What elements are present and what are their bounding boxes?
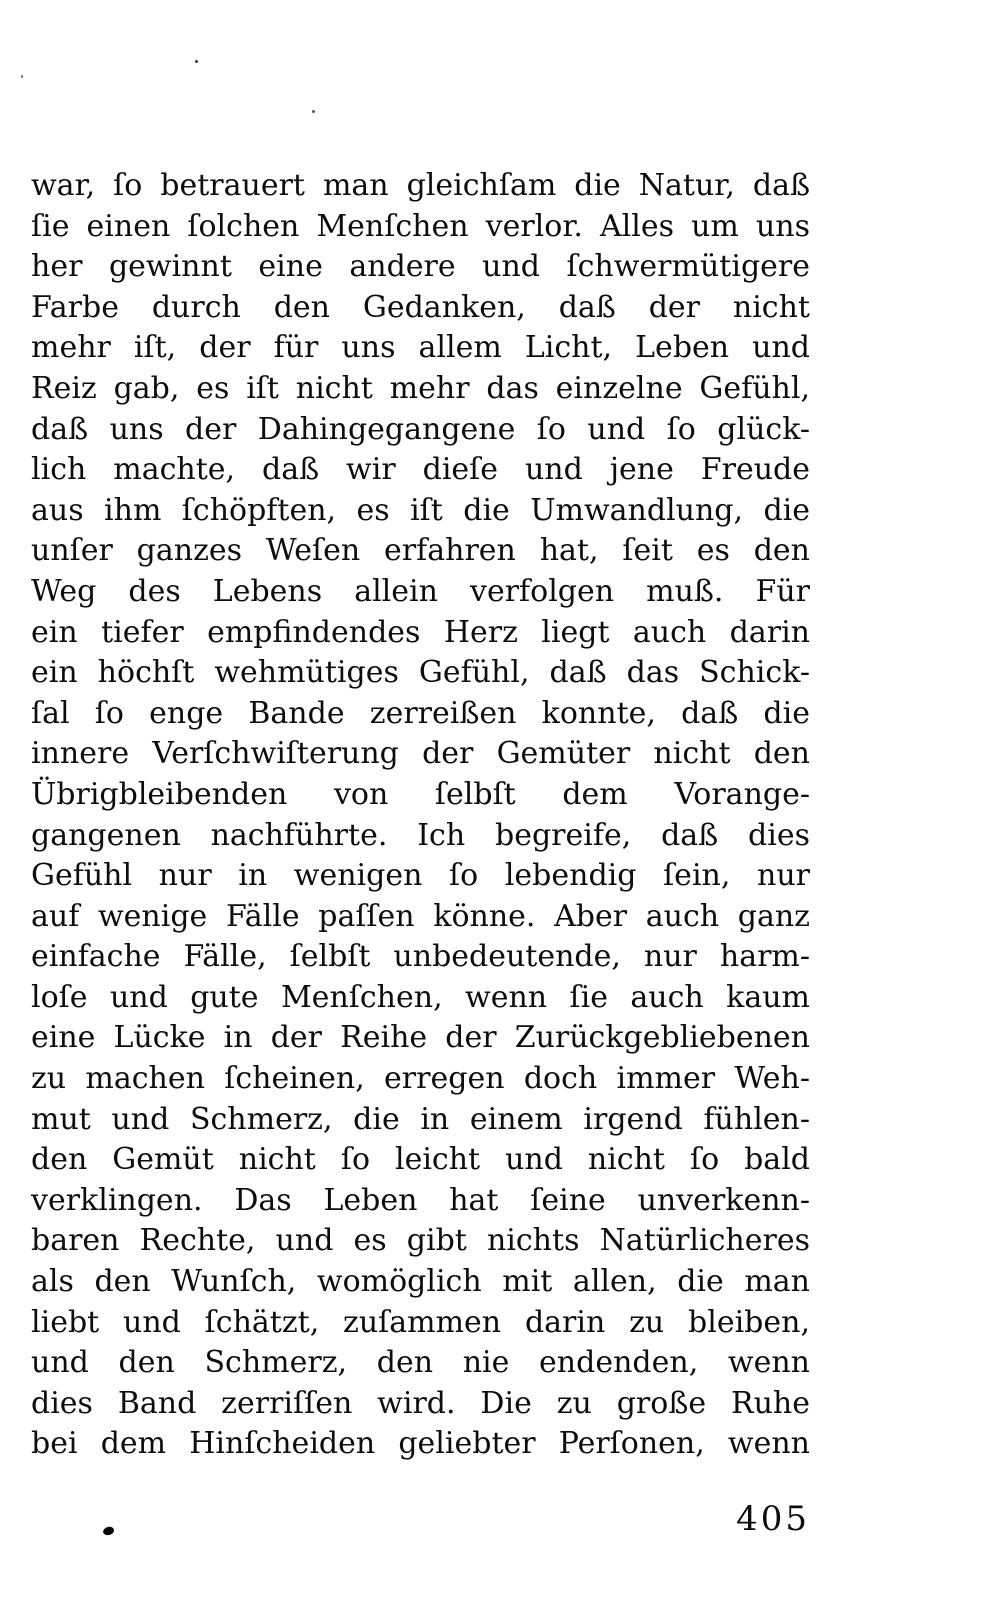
text-line: zu machen ſcheinen, erregen doch immer Weh- (31, 1061, 810, 1097)
text-line: ein höchſt wehmütiges Gefühl, daß das Schick- (31, 655, 810, 691)
text-line: gangenen nachführte. Ich begreife, daß dies (31, 817, 810, 853)
text-line: bei dem Hinſcheiden geliebter Perſonen, wenn (31, 1426, 810, 1462)
text-line: lich machte, daß wir dieſe und jene Freude (31, 452, 810, 488)
text-line: aus ihm ſchöpften, es iſt die Umwandlung, die (31, 492, 810, 528)
text-line: ein tiefer empfindendes Herz liegt auch darin (31, 614, 810, 650)
text-line: den Gemüt nicht ſo leicht und nicht ſo bald (31, 1142, 810, 1178)
text-line: innere Verſchwiſterung der Gemüter nicht den (31, 736, 810, 772)
text-line: Reiz gab, es iſt nicht mehr das einzelne Gefühl, (31, 370, 810, 406)
text-line: baren Rechte, und es gibt nichts Natürlicheres (31, 1223, 810, 1259)
text-line: ſie einen ſolchen Menſchen verlor. Alles um uns (31, 208, 810, 244)
text-line: loſe und gute Menſchen, wenn ſie auch kaum (31, 979, 810, 1015)
ink-blot (102, 1526, 114, 1536)
text-line: dies Band zerriſſen wird. Die zu große Ruhe (31, 1385, 810, 1421)
text-line: her gewinnt eine andere und ſchwermütigere (31, 249, 810, 285)
text-line: unſer ganzes Weſen erfahren hat, ſeit es den (31, 533, 810, 569)
text-line: liebt und ſchätzt, zuſammen darin zu bleiben, (31, 1304, 810, 1340)
page-number: 405 (736, 1499, 810, 1539)
scan-speck (21, 75, 23, 78)
scan-speck (195, 60, 198, 63)
text-line: ſal ſo enge Bande zerreißen konnte, daß die (31, 695, 810, 731)
text-block (31, 166, 810, 1465)
text-line: verklingen. Das Leben hat ſeine unverkenn- (31, 1182, 810, 1218)
text-line: auf wenige Fälle paſſen könne. Aber auch ganz (31, 898, 810, 934)
text-line: Farbe durch den Gedanken, daß der nicht (31, 289, 810, 325)
text-line: Gefühl nur in wenigen ſo lebendig ſein, nur (31, 858, 810, 894)
text-line: Weg des Lebens allein verfolgen muß. Für (31, 573, 810, 609)
text-line: und den Schmerz, den nie endenden, wenn (31, 1345, 810, 1381)
text-line: einfache Fälle, ſelbſt unbedeutende, nur harm- (31, 939, 810, 975)
text-line: mehr iſt, der für uns allem Licht, Leben und (31, 330, 810, 366)
text-line: war, ſo betrauert man gleichſam die Natur, daß (31, 168, 810, 203)
text-line: eine Lücke in der Reihe der Zurückgebliebenen (31, 1020, 810, 1056)
text-line: als den Wunſch, womöglich mit allen, die man (31, 1264, 810, 1300)
text-line: mut und Schmerz, die in einem irgend fühlen- (31, 1101, 810, 1137)
scan-speck (312, 110, 315, 113)
text-line: daß uns der Dahingegangene ſo und ſo glück- (31, 411, 810, 447)
text-line: Übrigbleibenden von ſelbſt dem Vorange- (31, 776, 810, 812)
